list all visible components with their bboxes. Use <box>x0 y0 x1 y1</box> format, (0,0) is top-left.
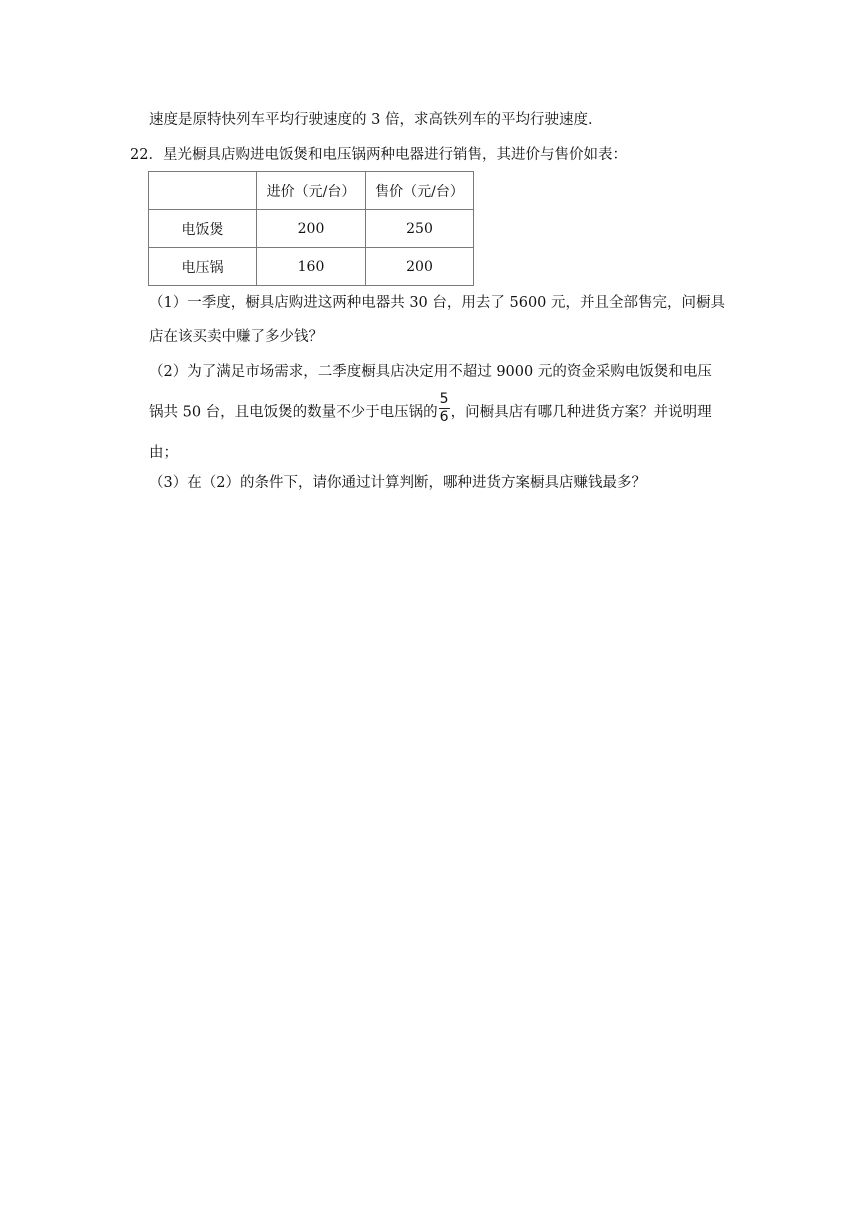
table-cell-price: 200 <box>366 248 474 286</box>
part1-line2: 店在该买卖中赚了多少钱？ <box>149 329 323 345</box>
fraction <box>439 391 450 426</box>
table-row <box>149 248 474 286</box>
question-stem-text: 星光橱具店购进电饭煲和电压锅两种电器进行销售，其进价与售价如表： <box>162 147 627 163</box>
table-cell-price: 250 <box>366 210 474 248</box>
table-cell-name: 电饭煲 <box>149 210 257 248</box>
part2-line2-before: 锅共 50 台，且电饭煲的数量不少于电压锅的 <box>149 404 438 421</box>
previous-question-tail: 速度是原特快列车平均行驶速度的 3 倍，求高铁列车的平均行驶速度． <box>149 112 603 128</box>
fraction-numerator: 5 <box>439 391 449 407</box>
question-number: 22． <box>130 147 163 163</box>
part1-line1: （1）一季度，橱具店购进这两种电器共 30 台，用去了 5600 元，并且全部售完，问橱具 <box>149 295 726 311</box>
table-row <box>149 210 474 248</box>
table-cell-cost: 200 <box>257 210 366 248</box>
table-header-cell: 进价（元/台） <box>257 172 366 210</box>
part3-line: （3）在（2）的条件下，请你通过计算判断，哪种进货方案橱具店赚钱最多？ <box>149 475 646 491</box>
table-header-row <box>149 172 474 210</box>
part2-line2 <box>149 391 712 426</box>
table-header-cell: 售价（元/台） <box>366 172 474 210</box>
table-cell-name: 电压锅 <box>149 248 257 286</box>
table-cell-cost: 160 <box>257 248 366 286</box>
part2-line3: 由； <box>149 445 178 461</box>
question-22-stem <box>130 145 627 165</box>
part2-line2-after: ，问橱具店有哪几种进货方案？并说明理 <box>450 404 712 421</box>
fraction-denominator: 6 <box>439 409 449 425</box>
table-header-cell <box>149 172 257 210</box>
part2-line1: （2）为了满足市场需求，二季度橱具店决定用不超过 9000 元的资金采购电饭煲和电压 <box>149 364 712 380</box>
price-table <box>148 171 474 286</box>
